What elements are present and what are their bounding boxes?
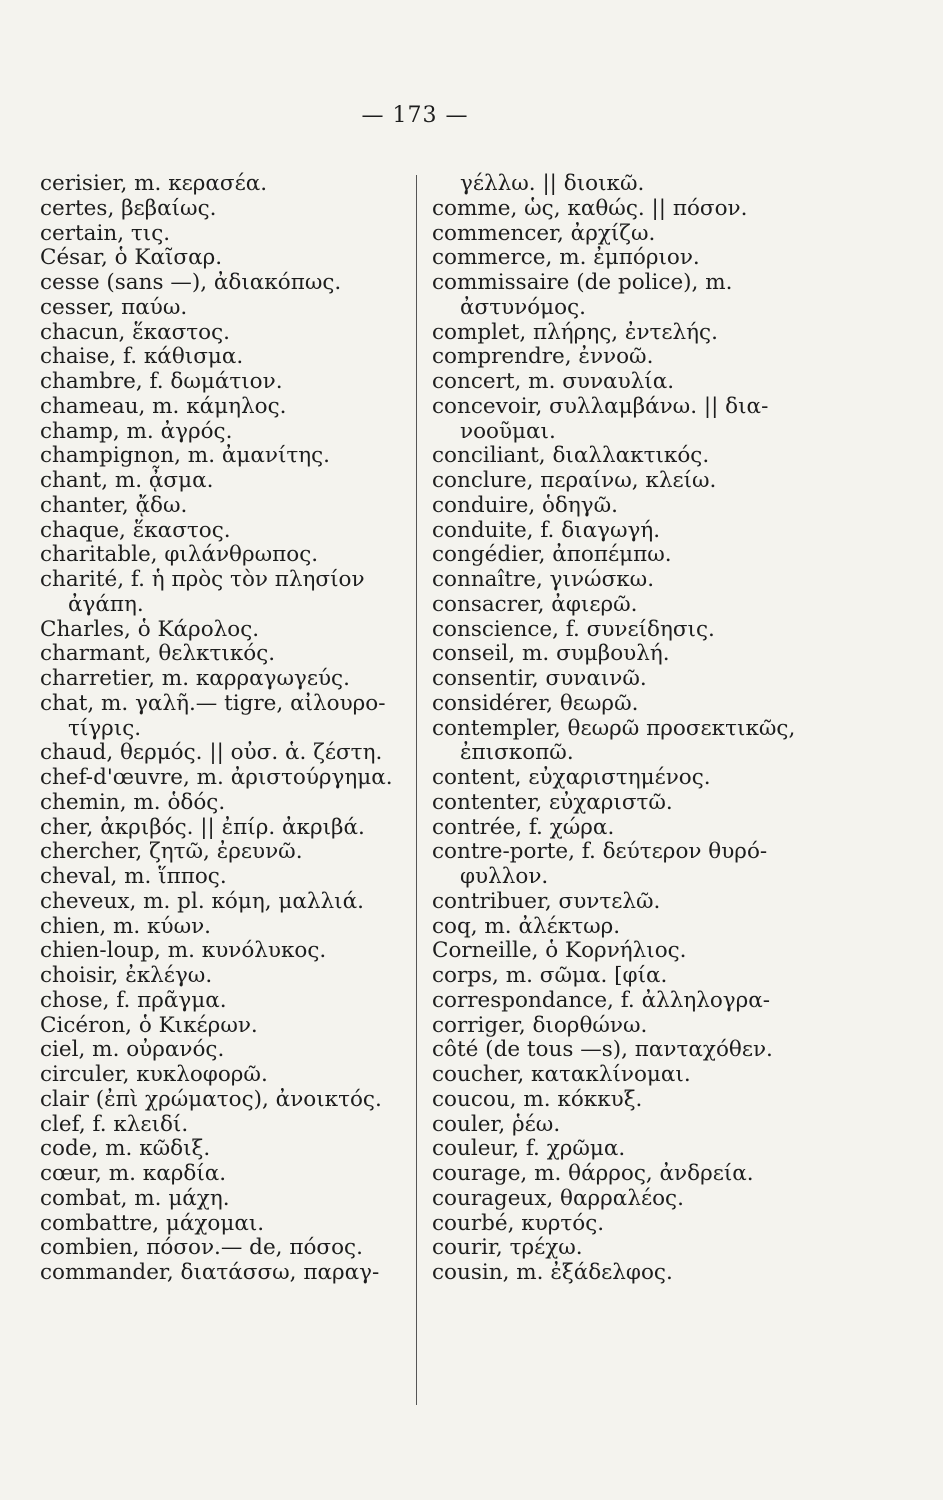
dictionary-entry: chef-d'œuvre, m. ἀριστούργημα. [40, 765, 393, 790]
dictionary-entry: cœur, m. καρδία. [40, 1161, 227, 1186]
dictionary-entry: charmant, θελκτικός. [40, 641, 276, 667]
dictionary-entry: charitable, φιλάνθρωπος. [40, 542, 319, 568]
dictionary-entry: côté (de tous —s), πανταχόθεν. [432, 1037, 773, 1063]
dictionary-entry: chien, m. κύων. [40, 913, 212, 939]
dictionary-entry: contre-porte, f. δεύτερον θυρό- [432, 839, 768, 865]
entry-continuation: ἐπισκοπῶ. [460, 740, 574, 766]
dictionary-entry: courir, τρέχω. [432, 1235, 583, 1261]
dictionary-entry: conclure, περαίνω, κλείω. [432, 468, 717, 493]
dictionary-entry: chercher, ζητῶ, ἐρευνῶ. [40, 839, 303, 865]
dictionary-entry: cerisier, m. κερασέα. [40, 171, 268, 196]
dictionary-entry: commencer, ἀρχίζω. [432, 220, 656, 246]
dictionary-entry: clef, f. κλειδί. [40, 1111, 189, 1137]
dictionary-entry: coucou, m. κόκκυξ. [432, 1086, 643, 1112]
dictionary-entry: certain, τις. [40, 220, 171, 246]
dictionary-entry: congédier, ἀποπέμπω. [432, 542, 672, 568]
entry-continuation: ἀγάπη. [68, 591, 144, 617]
dictionary-entry: chaque, ἕκαστος. [40, 517, 231, 543]
dictionary-entry: contribuer, συντελῶ. [432, 888, 661, 914]
dictionary-entry: chose, f. πρᾶγμα. [40, 987, 227, 1013]
dictionary-entry: champignon, m. ἀμανίτης. [40, 443, 331, 469]
dictionary-entry: corps, m. σῶμα. [φία. [432, 963, 668, 988]
dictionary-entry: combat, m. μάχη. [40, 1185, 230, 1211]
dictionary-entry: concevoir, συλλαμβάνω. || δια- [432, 393, 769, 419]
dictionary-entry: conduire, ὁδηγῶ. [432, 492, 618, 518]
dictionary-entry: Charles, ὁ Κάρολος. [40, 616, 260, 642]
dictionary-entry: consacrer, ἀφιερῶ. [432, 591, 638, 617]
dictionary-entry: consentir, συναινῶ. [432, 666, 647, 691]
dictionary-entry: chameau, m. κάμηλος. [40, 393, 287, 419]
dictionary-entry: correspondance, f. ἀλληλογρα- [432, 987, 771, 1013]
dictionary-entry: content, εὐχαριστημένος. [432, 765, 711, 790]
dictionary-entry: chacun, ἕκαστος. [40, 319, 230, 345]
dictionary-entry: champ, m. ἀγρός. [40, 418, 233, 444]
dictionary-entry: courbé, κυρτός. [432, 1210, 605, 1236]
dictionary-entry: Cicéron, ὁ Κικέρων. [40, 1012, 258, 1038]
dictionary-entry: conscience, f. συνείδησις. [432, 616, 715, 642]
dictionary-entry: considérer, θεωρῶ. [432, 690, 639, 716]
dictionary-entry: combattre, μάχομαι. [40, 1210, 265, 1236]
dictionary-entry: coucher, κατακλίνομαι. [432, 1062, 691, 1087]
dictionary-entry: cheval, m. ἵππος. [40, 864, 227, 889]
dictionary-entry: conduite, f. διαγωγή. [432, 517, 661, 543]
dictionary-entry: Corneille, ὁ Κορνήλιος. [432, 938, 687, 964]
dictionary-entry: couleur, f. χρῶμα. [432, 1136, 626, 1162]
dictionary-entry: connaître, γινώσκω. [432, 567, 655, 592]
dictionary-entry: commerce, m. ἐμπόριον. [432, 245, 700, 271]
dictionary-entry: charretier, m. καρραγωγεύς. [40, 666, 350, 691]
dictionary-entry: cesser, παύω. [40, 294, 188, 320]
dictionary-entry: corriger, διορθώνω. [432, 1012, 648, 1038]
dictionary-entry: circuler, κυκλοφορῶ. [40, 1062, 268, 1087]
dictionary-entry: certes, βεβαίως. [40, 195, 217, 221]
left-column [40, 172, 410, 1286]
dictionary-entry: contempler, θεωρῶ προσεκτικῶς, [432, 715, 796, 741]
dictionary-entry: comprendre, ἐννοῶ. [432, 344, 654, 370]
dictionary-entry: chant, m. ᾆσμα. [40, 468, 214, 493]
page-number: — 173 — [361, 103, 469, 128]
dictionary-entry: charité, f. ἡ πρὸς τὸν πλησίον [40, 567, 365, 592]
entry-continuation: γέλλω. || διοικῶ. [460, 171, 645, 196]
dictionary-entry: contenter, εὐχαριστῶ. [432, 789, 673, 815]
entry-continuation: ἀστυνόμος. [460, 294, 586, 320]
dictionary-entry: comme, ὡς, καθώς. || πόσον. [432, 195, 748, 221]
dictionary-entry: commander, διατάσσω, παραγ- [40, 1260, 380, 1285]
dictionary-entry: chambre, f. δωμάτιον. [40, 369, 283, 394]
entry-continuation: νοοῦμαι. [460, 418, 556, 444]
dictionary-entry: cheveux, m. pl. κόμη, μαλλιά. [40, 888, 364, 914]
dictionary-entry: commissaire (de police), m. [432, 270, 733, 295]
dictionary-entry: chien-loup, m. κυνόλυκος. [40, 938, 327, 964]
dictionary-entry: cher, ἀκριβός. || ἐπίρ. ἀκριβά. [40, 814, 365, 840]
dictionary-entry: clair (ἐπὶ χρώματος), ἀνοικτός. [40, 1086, 382, 1112]
right-column [432, 171, 796, 1286]
dictionary-entry: chanter, ᾄδω. [40, 492, 188, 518]
dictionary-entry: courage, m. θάρρος, ἀνδρεία. [432, 1161, 754, 1186]
dictionary-entry: coq, m. ἀλέκτωρ. [432, 913, 621, 939]
dictionary-entry: chat, m. γαλῆ.— tigre, αἰλουρο- [40, 690, 386, 716]
entry-continuation: φυλλον. [460, 864, 549, 889]
dictionary-entry: chemin, m. ὁδός. [40, 789, 226, 815]
dictionary-entry: conseil, m. συμβουλή. [432, 641, 670, 667]
entry-continuation: τίγρις. [68, 715, 142, 741]
dictionary-entry: choisir, ἐκλέγω. [40, 963, 213, 988]
dictionary-entry: contrée, f. χώρα. [432, 814, 615, 840]
dictionary-entry: combien, πόσον.— de, πόσος. [40, 1235, 363, 1261]
dictionary-entry: concert, m. συναυλία. [432, 369, 675, 394]
dictionary-entry: cesse (sans —), ἀδιακόπως. [40, 270, 342, 295]
dictionary-entry: complet, πλήρης, ἐντελής. [432, 319, 718, 345]
dictionary-entry: code, m. κῶδιξ. [40, 1136, 211, 1162]
dictionary-entry: César, ὁ Καῖσαρ. [40, 245, 223, 271]
column-divider [416, 175, 417, 1405]
dictionary-entry: courageux, θαρραλέος. [432, 1185, 684, 1211]
dictionary-entry: chaise, f. κάθισμα. [40, 344, 244, 370]
dictionary-entry: couler, ῥέω. [432, 1111, 561, 1137]
dictionary-entry: cousin, m. ἐξάδελφος. [432, 1260, 673, 1285]
dictionary-entry: chaud, θερμός. || οὐσ. ἁ. ζέστη. [40, 740, 383, 766]
dictionary-entry: ciel, m. οὐρανός. [40, 1037, 225, 1063]
dictionary-entry: conciliant, διαλλακτικός. [432, 443, 710, 469]
